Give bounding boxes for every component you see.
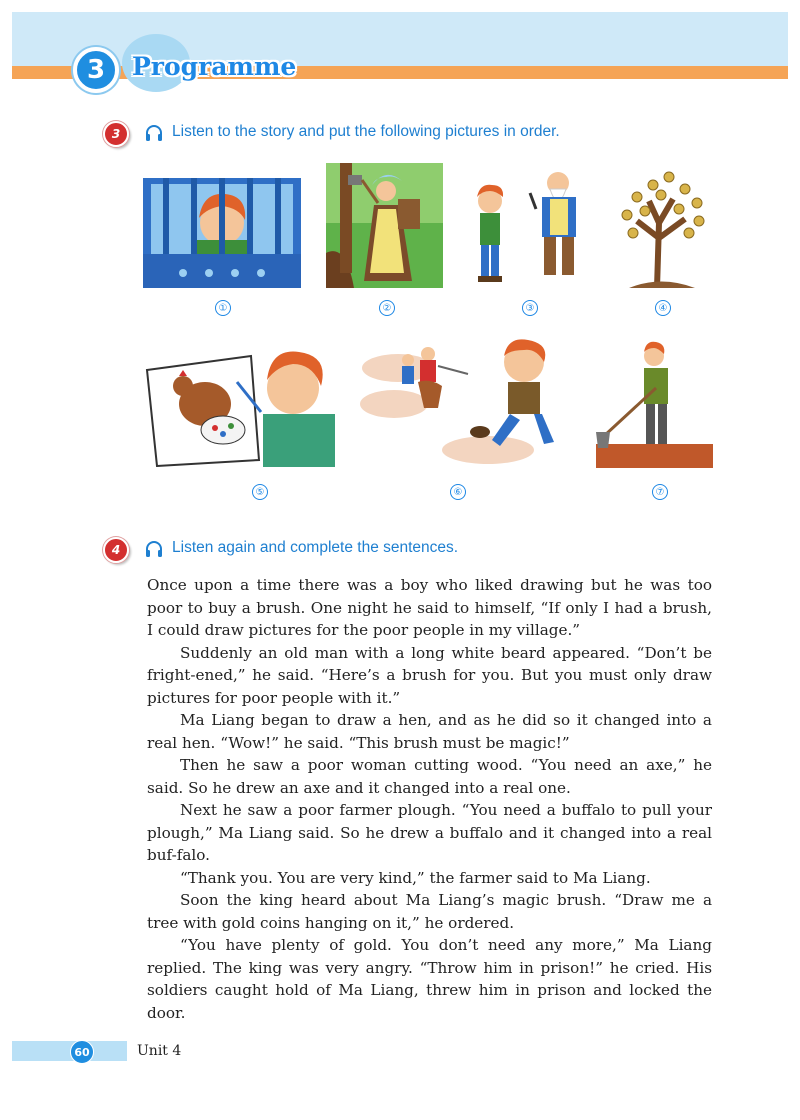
gold-coin-tree-picture — [609, 163, 715, 288]
story-paragraph: Soon the king heard about Ma Liang’s magic brush. “Draw me a tree with gold coins hanging on it,” he ordered. — [147, 891, 712, 932]
story-paragraph: Then he saw a poor woman cutting wood. “You need an axe,” he said. So he drew an axe and it changed into a real one. — [147, 756, 712, 797]
boy-and-old-man-picture — [466, 163, 586, 288]
story-paragraph: “Thank you. You are very kind,” the farmer said to Ma Liang. — [180, 868, 651, 887]
picture-number-4: ④ — [655, 300, 671, 316]
unit-label: Unit 4 — [137, 1043, 182, 1059]
section-title: Programme — [132, 52, 297, 81]
story-paragraph: “You have plenty of gold. You don’t need any more,” Ma Liang replied. The king was very angry. “Throw him in prison!” he cried. His soldiers caught hold of Ma Liang, threw him in prison and locked the door. — [147, 936, 712, 1022]
story-paragraph: Next he saw a poor farmer plough. “You need a buffalo to pull your plough,” Ma Liang said. So he drew a buffalo and it changed into a real buf-falo. — [147, 801, 712, 864]
headphones-icon — [144, 123, 164, 143]
exercise-3-badge: 3 — [103, 121, 129, 147]
farmer-ploughing-picture — [596, 338, 713, 468]
story-paragraph: Suddenly an old man with a long white beard appeared. “Don’t be fright-ened,” he said. “Here’s a brush for you. But you must only draw pictures for poor people with it.” — [147, 643, 712, 707]
story-paragraph: Ma Liang began to draw a hen, and as he did so it changed into a real hen. “Wow!” he said. “This brush must be magic!” — [147, 711, 712, 752]
woman-cutting-wood-picture — [326, 163, 443, 288]
section-number-badge: 3 — [73, 47, 119, 93]
picture-number-5: ⑤ — [252, 484, 268, 500]
picture-number-7: ⑦ — [652, 484, 668, 500]
picture-number-1: ① — [215, 300, 231, 316]
exercise-4-instruction: Listen again and complete the sentences. — [172, 539, 459, 556]
story-text — [147, 574, 712, 1024]
story-paragraph: Once upon a time there was a boy who liked drawing but he was too poor to buy a brush. One night he said to himself, “If only I had a brush, I could draw pictures for the poor people in my village.” — [147, 576, 712, 639]
picture-number-2: ② — [379, 300, 395, 316]
exercise-3-instruction: Listen to the story and put the following pictures in order. — [172, 123, 560, 140]
page-number: 60 — [70, 1040, 94, 1064]
boy-drawing-hen-picture — [143, 342, 338, 467]
exercise-4-badge: 4 — [103, 537, 129, 563]
soldiers-chasing-boy-picture — [358, 338, 563, 468]
boy-in-prison-picture — [143, 178, 301, 288]
picture-number-3: ③ — [522, 300, 538, 316]
picture-number-6: ⑥ — [450, 484, 466, 500]
headphones-icon — [144, 539, 164, 559]
